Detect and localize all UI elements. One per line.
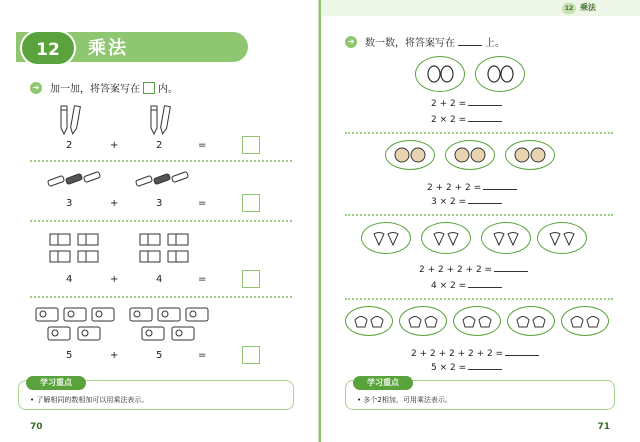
- answer-line[interactable]: [468, 280, 502, 288]
- cupcake-plate-icon: [453, 306, 501, 336]
- strawberry-plate-icon: [421, 222, 471, 254]
- cookie-plate-icon: [445, 140, 495, 170]
- cupcake-plate-icon: [561, 306, 609, 336]
- tip-label: 学习重点: [353, 376, 413, 390]
- sharpener-group-icon: [128, 306, 212, 344]
- tip-text: • 了解相同的数相加可以用乘法表示。: [30, 396, 149, 404]
- divider: [30, 220, 292, 222]
- cupcake-plate-icon: [507, 306, 555, 336]
- addend-b: 4: [156, 274, 163, 285]
- answer-line[interactable]: [494, 264, 528, 272]
- left-page: [0, 0, 319, 442]
- multiplication-equation-3: 4 × 2 =: [431, 280, 502, 291]
- marker-group-icon: [132, 168, 196, 190]
- strawberry-plate-icon: [537, 222, 587, 254]
- answer-line[interactable]: [483, 182, 517, 190]
- egg-plate-icon: [415, 56, 465, 92]
- answer-line[interactable]: [468, 98, 502, 106]
- answer-box-1[interactable]: [242, 136, 260, 154]
- addend-a: 5: [66, 350, 73, 361]
- plus-sign: +: [110, 140, 119, 151]
- addition-equation-1: 2 + 2 =: [431, 98, 502, 109]
- tip-label: 学习重点: [26, 376, 86, 390]
- plus-sign: +: [110, 350, 119, 361]
- answer-box-3[interactable]: [242, 270, 260, 288]
- addend-a: 2: [66, 140, 73, 151]
- lesson-number-badge: 12: [20, 30, 76, 66]
- egg-plate-icon: [475, 56, 525, 92]
- marker-group-icon: [44, 168, 108, 190]
- addend-b: 3: [156, 198, 163, 209]
- arrow-icon: ➜: [345, 36, 357, 48]
- addend-b: 5: [156, 350, 163, 361]
- strawberry-plate-icon: [361, 222, 411, 254]
- answer-line-icon: [458, 37, 482, 46]
- cookie-plate-icon: [505, 140, 555, 170]
- answer-box-icon: [143, 82, 155, 94]
- answer-line[interactable]: [505, 348, 539, 356]
- cookie-plate-icon: [385, 140, 435, 170]
- multiplication-equation-2: 3 × 2 =: [431, 196, 502, 207]
- answer-box-4[interactable]: [242, 346, 260, 364]
- divider: [345, 214, 613, 216]
- equals-sign: =: [198, 198, 207, 209]
- divider: [345, 298, 613, 300]
- eraser-group-icon: [138, 232, 194, 266]
- divider: [345, 132, 613, 134]
- answer-box-2[interactable]: [242, 194, 260, 212]
- multiplication-equation-1: 2 × 2 =: [431, 114, 502, 125]
- page-number: 71: [597, 422, 610, 432]
- plus-sign: +: [110, 198, 119, 209]
- arrow-icon: ➜: [30, 82, 42, 94]
- tip-text: • 多个2相加，可用乘法表示。: [357, 396, 452, 404]
- equals-sign: =: [198, 350, 207, 361]
- left-instruction: ➜ 加一加，将答案写在 内。: [30, 80, 178, 95]
- pencil-group-icon: [58, 104, 92, 136]
- plus-sign: +: [110, 274, 119, 285]
- divider: [30, 296, 292, 298]
- pencil-group-icon: [148, 104, 182, 136]
- header-badge: 12 乘法: [562, 2, 596, 14]
- eraser-group-icon: [48, 232, 104, 266]
- right-page: [321, 0, 640, 442]
- equals-sign: =: [198, 274, 207, 285]
- multiplication-equation-4: 5 × 2 =: [431, 362, 502, 373]
- addition-equation-4: 2 + 2 + 2 + 2 + 2 =: [411, 348, 539, 359]
- addend-a: 4: [66, 274, 73, 285]
- page-number: 70: [30, 422, 43, 432]
- cupcake-plate-icon: [399, 306, 447, 336]
- addend-b: 2: [156, 140, 163, 151]
- strawberry-plate-icon: [481, 222, 531, 254]
- answer-line[interactable]: [468, 196, 502, 204]
- divider: [30, 160, 292, 162]
- sharpener-group-icon: [34, 306, 118, 344]
- equals-sign: =: [198, 140, 207, 151]
- right-instruction: ➜ 数一数，将答案写在 上。: [345, 34, 505, 49]
- addend-a: 3: [66, 198, 73, 209]
- cupcake-plate-icon: [345, 306, 393, 336]
- addition-equation-2: 2 + 2 + 2 =: [427, 182, 517, 193]
- lesson-title: 乘法: [88, 38, 128, 59]
- addition-equation-3: 2 + 2 + 2 + 2 =: [419, 264, 528, 275]
- answer-line[interactable]: [468, 114, 502, 122]
- answer-line[interactable]: [468, 362, 502, 370]
